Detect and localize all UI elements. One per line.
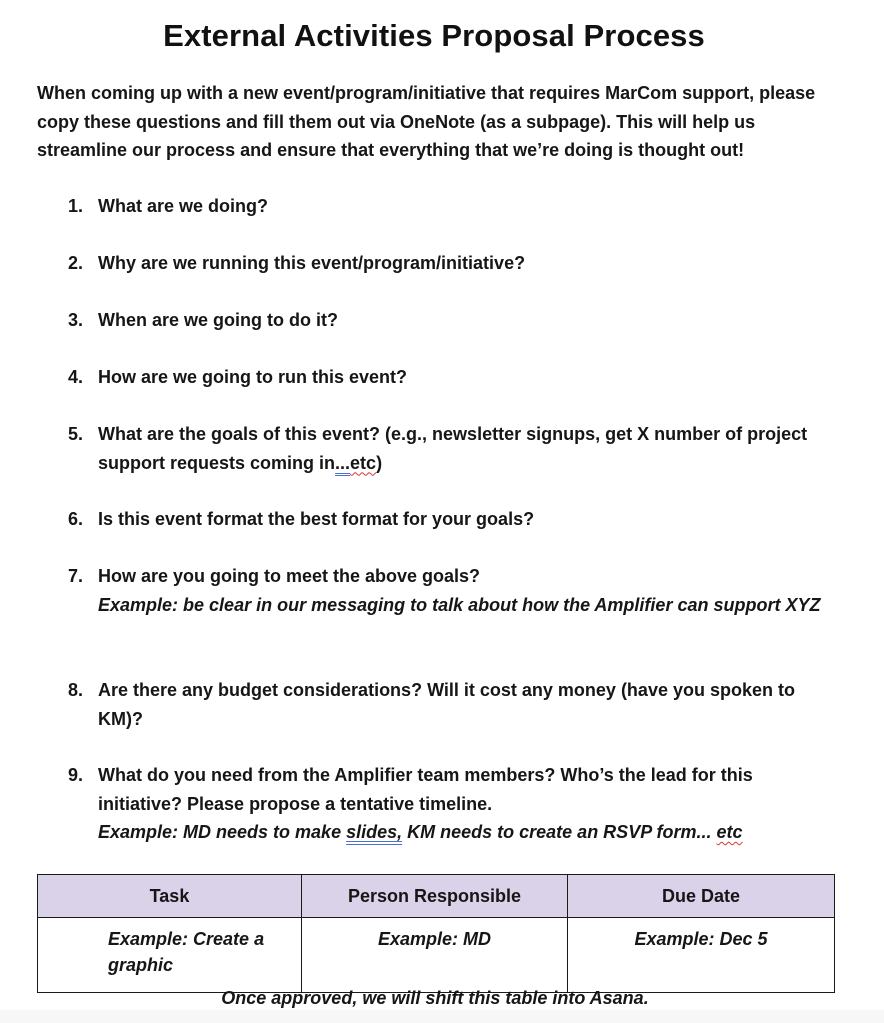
question-text: Is this event format the best format for your goals?	[98, 509, 535, 529]
list-number: 8.	[68, 680, 84, 700]
table-header-row	[38, 875, 835, 918]
page-bottom-edge	[0, 1010, 884, 1023]
question-text-end: )	[376, 452, 383, 473]
question-4	[68, 363, 838, 392]
document-title: External Activities Proposal Process	[163, 18, 705, 53]
question-text: Are there any budget considerations? Will it cost any money (have you spoken to KM)?	[98, 680, 795, 729]
question-text: Why are we running this event/program/initiative?	[98, 253, 526, 273]
question-example	[98, 818, 788, 847]
cell-due-date[interactable]: Example: Dec 5	[568, 918, 835, 993]
list-number: 4.	[68, 367, 84, 387]
example-text: KM needs to create an RSVP form...	[402, 822, 717, 842]
question-text: How are we going to run this event?	[98, 367, 408, 387]
list-number: 2.	[68, 253, 84, 273]
question-3	[68, 306, 838, 335]
list-number: 1.	[68, 196, 84, 216]
question-8	[68, 676, 838, 733]
question-text: What are we doing?	[98, 196, 269, 216]
cell-person[interactable]: Example: MD	[302, 918, 568, 993]
list-number: 6.	[68, 509, 84, 529]
question-5	[68, 420, 838, 477]
list-number: 9.	[68, 765, 84, 785]
question-text: How are you going to meet the above goals?	[98, 566, 481, 586]
list-number: 5.	[68, 424, 84, 444]
cell-task[interactable]: Example: Create a graphic	[38, 918, 302, 993]
question-example: Example: be clear in our messaging to talk about how the Amplifier can support XYZ	[98, 594, 821, 615]
question-text	[98, 420, 838, 477]
grammar-flag[interactable]: ...	[335, 453, 350, 476]
header-task: Task	[38, 875, 302, 918]
question-text-main: What are the goals of this event? (e.g., newsletter signups, get X number of project support requests coming in	[98, 424, 808, 473]
question-2	[68, 249, 838, 278]
question-6	[68, 505, 838, 534]
intro-paragraph: When coming up with a new event/program/initiative that requires MarCom support, please copy these questions and fill them out via OneNote (as a subpage). This will help us streamline our process and ensure that everything that we’re doing is thought out!	[37, 83, 816, 160]
question-1	[68, 192, 838, 221]
header-person-responsible: Person Responsible	[302, 875, 568, 918]
question-text: What do you need from the Amplifier team members? Who’s the lead for this initiative? Please propose a tentative timeline.	[98, 765, 753, 814]
question-9	[68, 761, 788, 847]
grammar-flag[interactable]: slides,	[346, 822, 403, 842]
header-due-date: Due Date	[568, 875, 835, 918]
spelling-flag[interactable]: etc	[350, 452, 377, 473]
example-text: Example: MD needs to make	[98, 822, 347, 842]
task-table	[37, 874, 835, 993]
list-number: 7.	[68, 566, 84, 586]
footnote: Once approved, we will shift this table into Asana.	[221, 988, 649, 1008]
list-number: 3.	[68, 310, 84, 330]
question-7	[68, 562, 838, 619]
table-row	[38, 918, 835, 993]
spelling-flag[interactable]: etc	[716, 822, 743, 842]
question-text: When are we going to do it?	[98, 310, 338, 330]
